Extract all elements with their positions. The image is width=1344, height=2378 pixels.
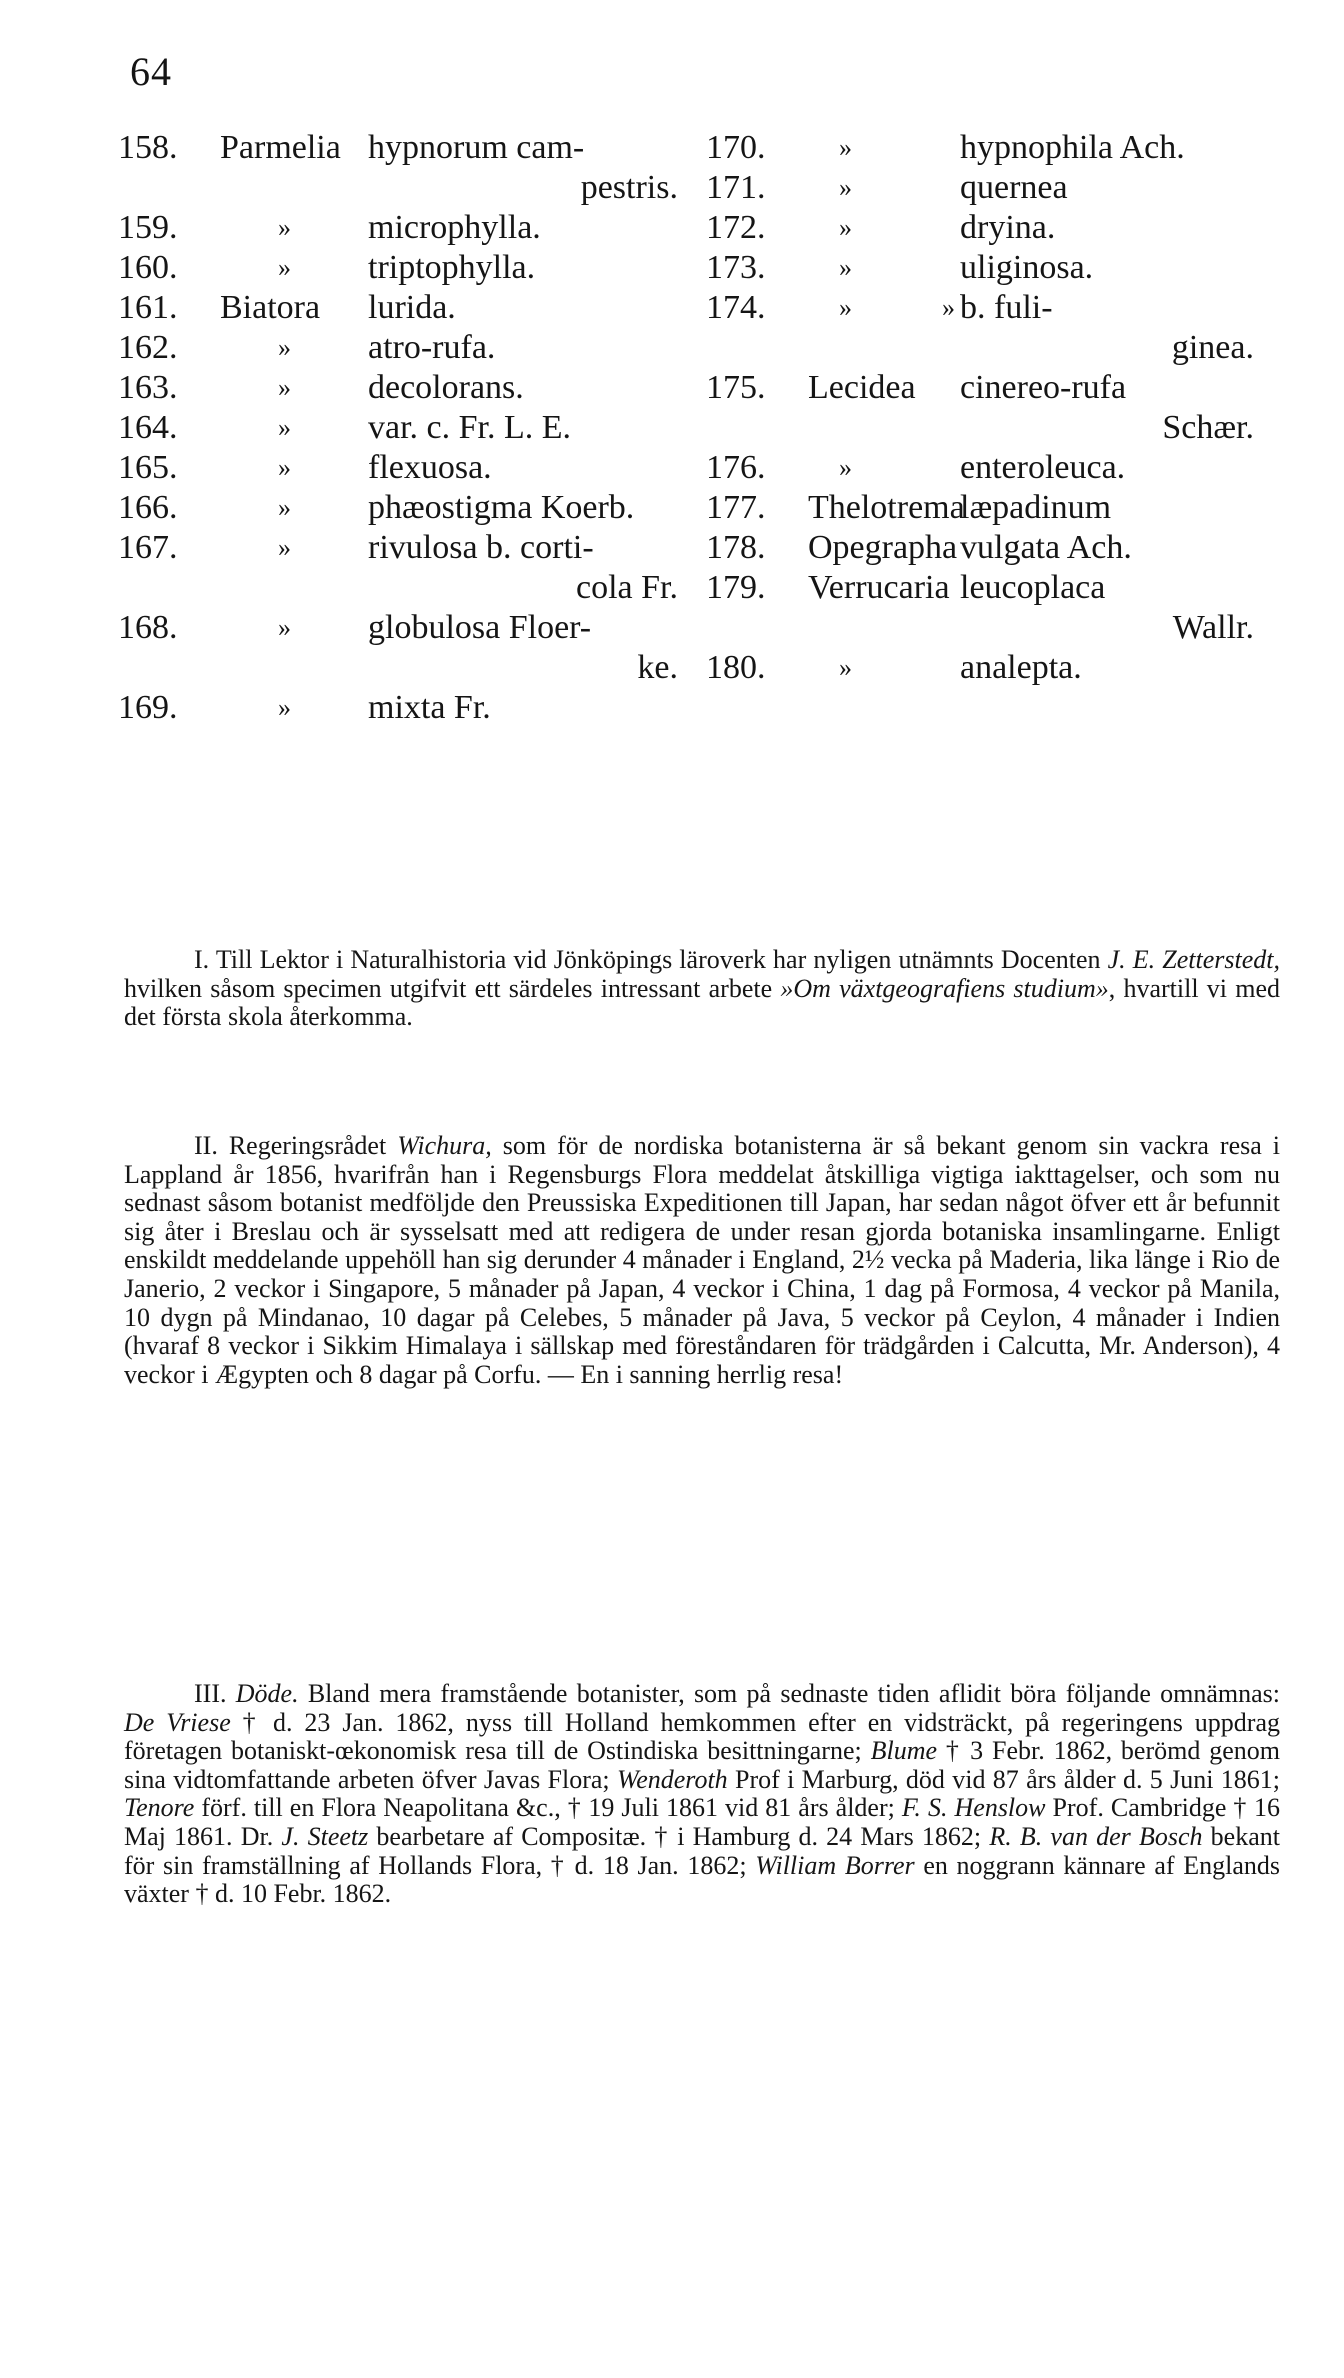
entry-number: 161. xyxy=(118,289,178,326)
list-entry xyxy=(118,368,690,408)
entry-number: 160. xyxy=(118,249,178,286)
list-entry xyxy=(706,648,1266,688)
species-name: vulgata Ach. xyxy=(960,529,1132,566)
species-name-continued: Wallr. xyxy=(1172,609,1254,646)
ditto-mark: » xyxy=(278,693,291,722)
species-name: quernea xyxy=(960,169,1068,206)
entry-number: 175. xyxy=(706,369,766,406)
entry-number: 167. xyxy=(118,529,178,566)
species-name-continued: ke. xyxy=(637,649,678,686)
section-numeral: II. xyxy=(194,1131,218,1160)
entry-number: 164. xyxy=(118,409,178,446)
list-entry-continuation xyxy=(118,168,690,208)
species-name: atro-rufa. xyxy=(368,329,496,366)
species-name: dryina. xyxy=(960,209,1056,246)
entry-number: 159. xyxy=(118,209,178,246)
entry-number: 171. xyxy=(706,169,766,206)
list-entry xyxy=(706,248,1266,288)
species-name: flexuosa. xyxy=(368,449,492,486)
work-title: »Om växtgeografiens studium» xyxy=(780,973,1109,1003)
species-name: analepta. xyxy=(960,649,1082,686)
species-name: enteroleuca. xyxy=(960,449,1126,486)
species-name: microphylla. xyxy=(368,209,541,246)
list-entry xyxy=(118,688,690,728)
entry-number: 165. xyxy=(118,449,178,486)
person-name: Wenderoth xyxy=(616,1764,728,1794)
list-entry xyxy=(706,488,1266,528)
entry-number: 178. xyxy=(706,529,766,566)
section-2-paragraph: II. Regeringsrådet Wichura, som för de nordiska botanisterna är så bekant genom sin vackra resa i Lappland år 1856, hvarifrån han i Regensburgs Flora meddelat åtskilliga vigtiga iakttagelser, och som nu sednast såsom botanist medföljde den Preussiska Expeditionen till Japan, har sedan något öfver ett år befunnit sig åter i Breslau och är sysselsatt med att redigera de under resan gjorda botaniska insamlingarne. Enligt enskildt meddelande uppehöll han sig derunder 4 månader i England, 2½ vecka på Maderia, lika länge i Rio de Janerio, 2 veckor i Singapore, 5 månader på Japan, 4 veckor i China, 1 dag på Formosa, 4 veckor på Manila, 10 dygn på Mindanao, 10 dagar på Celebes, 5 månader på Java, 5 veckor på Ceylon, 4 månader i Indien (hvaraf 8 veckor i Sikkim Himalaya i sällskap med föreståndaren för trädgården i Calcutta, Mr. Anderson), 4 veckor i Ægypten och 8 dagar på Corfu. — En i sanning herrlig resa! xyxy=(124,1131,1280,1389)
ditto-mark: » xyxy=(278,413,291,442)
entry-number: 174. xyxy=(706,289,766,326)
genus-name: Verrucaria xyxy=(808,569,950,606)
species-name: uliginosa. xyxy=(960,249,1094,286)
species-name: mixta Fr. xyxy=(368,689,491,726)
species-name: læpadinum xyxy=(960,489,1112,526)
genus-name: Lecidea xyxy=(808,369,916,406)
list-entry xyxy=(118,488,690,528)
person-name: J. E. Zetterstedt, xyxy=(1107,945,1281,974)
ditto-mark: » xyxy=(278,213,291,242)
list-entry xyxy=(706,168,1266,208)
ditto-mark: » xyxy=(278,253,291,282)
section-1-paragraph: I. Till Lektor i Naturalhistoria vid Jönköpings läroverk har nyligen utnämnts Docenten J. E. Zetterstedt, hvilken såsom specimen utgifvit ett särdeles intressant arbete »Om växtgeografiens studium», hvartill vi med det första skola återkomma. xyxy=(124,945,1281,1032)
list-entry xyxy=(706,448,1266,488)
section-2 xyxy=(124,1132,1280,1389)
section-numeral: I. xyxy=(194,945,210,974)
species-name: cinereo-rufa xyxy=(960,369,1127,406)
species-name: hypnophila Ach. xyxy=(960,129,1185,166)
entry-number: 180. xyxy=(706,649,766,686)
list-entry-continuation xyxy=(706,608,1266,648)
entry-number: 169. xyxy=(118,689,178,726)
entry-number: 158. xyxy=(118,129,178,166)
ditto-mark: » xyxy=(839,293,852,322)
entry-number: 176. xyxy=(706,449,766,486)
list-entry xyxy=(118,528,690,568)
entry-number: 163. xyxy=(118,369,178,406)
section-3-paragraph: III. Döde. Bland mera framstående botanister, som på sednaste tiden aflidit böra följande omnämnas: De Vriese † d. 23 Jan. 1862, nyss till Holland hemkommen efter en vidsträckt, på regeringens uppdrag företagen botaniskt-œkonomisk resa till de Ostindiska besittningarne; Blume † 3 Febr. 1862, berömd genom sina vidtomfattande arbeten öfver Javas Flora; Wenderoth Prof i Marburg, död vid 87 års ålder d. 5 Juni 1861; Tenore förf. till en Flora Neapolitana &c., † 19 Juli 1861 vid 81 års ålder; F. S. Henslow Prof. Cambridge † 16 Maj 1861. Dr. J. Steetz bearbetare af Compositæ. † i Hamburg d. 24 Mars 1862; R. B. van der Bosch bekant för sin framställning af Hollands Flora, † d. 18 Jan. 1862; William Borrer en noggrann kännare af Englands växter † d. 10 Febr. 1862. xyxy=(124,1679,1281,1909)
person-name: Tenore xyxy=(124,1793,195,1823)
species-name: hypnorum cam- xyxy=(368,129,585,166)
list-entry xyxy=(706,208,1266,248)
ditto-mark: » xyxy=(278,453,291,482)
list-entry xyxy=(118,328,690,368)
list-entry xyxy=(706,368,1266,408)
genus-name: Biatora xyxy=(220,289,321,326)
list-entry xyxy=(118,208,690,248)
list-entry xyxy=(118,408,690,448)
entry-number: 170. xyxy=(706,129,766,166)
ditto-mark: » xyxy=(839,173,852,202)
species-name-continued: cola Fr. xyxy=(576,569,678,606)
species-name: leucoplaca xyxy=(960,569,1106,606)
list-entry xyxy=(706,288,1266,328)
species-name: decolorans. xyxy=(368,369,524,406)
person-name: R. B. van der Bosch xyxy=(989,1821,1203,1851)
ditto-mark: » xyxy=(839,133,852,162)
list-entry xyxy=(118,128,690,168)
person-name: Wichura, xyxy=(397,1131,492,1160)
species-name: lurida. xyxy=(368,289,456,326)
page-number: 64 xyxy=(130,49,172,94)
section-3 xyxy=(124,1680,1280,1909)
species-list-right xyxy=(706,128,1266,688)
person-name: De Vriese xyxy=(124,1707,231,1737)
section-1 xyxy=(124,946,1280,1032)
species-name: b. fuli- xyxy=(960,289,1053,326)
genus-name: Opegrapha xyxy=(808,529,958,566)
entry-number: 177. xyxy=(706,489,766,526)
entry-number: 168. xyxy=(118,609,178,646)
section-heading: Döde. xyxy=(235,1679,299,1708)
species-list-left xyxy=(118,128,690,728)
genus-name: Thelotrema xyxy=(808,489,965,526)
person-name: William Borrer xyxy=(755,1850,915,1880)
ditto-mark: » xyxy=(278,373,291,402)
list-entry xyxy=(706,128,1266,168)
list-entry-continuation xyxy=(118,568,690,608)
ditto-mark: » xyxy=(942,293,955,322)
ditto-mark: » xyxy=(278,613,291,642)
list-entry-continuation xyxy=(118,648,690,688)
species-name-continued: pestris. xyxy=(580,169,678,206)
list-entry xyxy=(118,248,690,288)
list-entry xyxy=(118,608,690,648)
list-entry-continuation xyxy=(706,328,1266,368)
list-entry xyxy=(118,288,690,328)
ditto-mark: » xyxy=(839,213,852,242)
entry-number: 172. xyxy=(706,209,766,246)
ditto-mark: » xyxy=(839,453,852,482)
person-name: F. S. Henslow xyxy=(901,1793,1046,1823)
entry-number: 162. xyxy=(118,329,178,366)
list-entry xyxy=(706,528,1266,568)
person-name: Blume xyxy=(870,1736,938,1766)
entry-number: 179. xyxy=(706,569,766,606)
genus-name: Parmelia xyxy=(220,129,341,166)
species-name-continued: ginea. xyxy=(1171,329,1254,366)
list-entry-continuation xyxy=(706,408,1266,448)
species-name: triptophylla. xyxy=(368,249,536,286)
entry-number: 173. xyxy=(706,249,766,286)
ditto-mark: » xyxy=(278,533,291,562)
ditto-mark: » xyxy=(839,653,852,682)
list-entry xyxy=(118,448,690,488)
species-name: var. c. Fr. L. E. xyxy=(368,409,572,446)
ditto-mark: » xyxy=(839,253,852,282)
ditto-mark: » xyxy=(278,333,291,362)
species-name: globulosa Floer- xyxy=(368,609,592,646)
list-entry xyxy=(706,568,1266,608)
entry-number: 166. xyxy=(118,489,178,526)
species-name: phæostigma Koerb. xyxy=(368,489,635,526)
species-name: rivulosa b. corti- xyxy=(368,529,594,566)
section-numeral: III. xyxy=(194,1679,227,1708)
ditto-mark: » xyxy=(278,493,291,522)
person-name: J. Steetz xyxy=(281,1821,369,1851)
species-name-continued: Schær. xyxy=(1162,409,1254,446)
